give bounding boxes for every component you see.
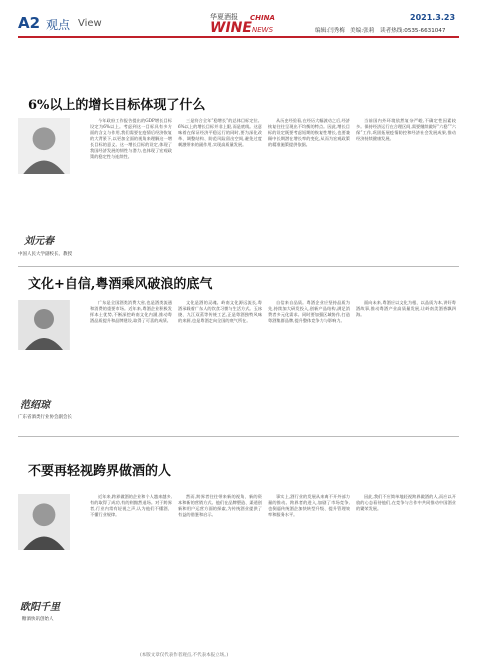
page-code: A2 — [18, 14, 41, 32]
author-photo — [18, 118, 70, 174]
brand-wine: WINE — [210, 20, 252, 36]
editor-credit: 编辑:闫秀梅 — [315, 28, 345, 34]
section-title-en: View — [78, 18, 102, 29]
article-column: 从历史经验看,在经历大幅波动之后,经济恢复往往呈现出不均衡的特点。因此,增长目标的设定既要考虑短期的恢复性增长,也要兼顾中长期潜在增长率的变化,从而为宏观政策的精准施策提供依据。 — [268, 118, 350, 147]
article-column: 文化是酒的灵魂。岭南文化源远流长,粤酒承载着广东人的饮食习惯与生活方式。玉冰烧、九江双蒸等传统工艺,正是粤酒独特风味的来源,也是粤酒走向全国的底气所在。 — [178, 300, 262, 323]
paper-name-cn: 华夏酒报 — [210, 13, 238, 21]
article-column: 面向未来,粤酒应以文化为根、以品质为本,讲好粤酒故事,推动粤酒产业高质量发展,让岭南美酒香飘四海。 — [356, 300, 456, 317]
article-column: 广东是全国酒类消费大省,也是酒类流通和消费的重要市场。近年来,粤酒企业积极发挥本土优势,不断深挖岭南文化内涵,推动粤酒品质提升和品牌建设,取得了可喜的成绩。 — [90, 300, 172, 323]
article-headline: 文化+自信,粤酒乘风破浪的底气 — [28, 277, 213, 292]
issue-date: 2021.3.23 — [410, 13, 456, 22]
article-headline: 不要再轻视跨界做酒的人 — [28, 464, 172, 479]
article-column: 今年政府工作报告提出的GDP增长目标设定为6%以上。考虑到这一目标具有多方面的含义与作用,我们需要在疫情后经济恢复的大背景下,以更加全面的视角来理解这一增长目标的意义。这一增长目标的设定,体现了我国经济发展的韧性与潜力,也体现了宏观政策的稳定性与连续性。 — [90, 118, 172, 159]
hotline-credit: 读者热线:0535-6631047 — [380, 28, 446, 34]
article-column: 因此,我们不应简单地轻视跨界做酒的人,而应以开放的心态看待他们,在竞争与合作中共同推动中国酒业的繁荣发展。 — [356, 494, 456, 511]
article-divider — [18, 266, 459, 267]
author-photo — [18, 494, 70, 550]
article-column: 当前国内外环境依然复杂严峻,不确定性因素较多。保持经济运行在合理区间,需要继续做好“六稳”“六保”工作,巩固拓展疫情防控和经济社会发展成果,推动经济持续健康发展。 — [356, 118, 456, 141]
article-headline: 6%以上的增长目标体现了什么 — [28, 98, 206, 113]
article-column: 然而,跨界者往往带来新的视角、新的资本和新的营销方式。他们在品牌塑造、渠道创新和用户运营方面的探索,为传统酒业提供了有益的借鉴和启示。 — [178, 494, 262, 517]
designer-credit: 美编:张莉 — [350, 28, 375, 34]
author-photo — [18, 300, 70, 350]
author-caption: 广东省酒类行业协会副会长 — [18, 415, 72, 420]
article-column: 自信来自品质。粤酒企业应坚持品质为先,持续加大研发投入,创新产品结构,满足消费者多元化需求。同时要加强区域协作,打造粤酒集群品牌,提升整体竞争力与影响力。 — [268, 300, 350, 323]
author-signature: 范绍琼 — [20, 400, 50, 411]
masthead — [0, 0, 477, 40]
article-column: 三是符合全年“稳增长”的总体目标定位。6%以上的增长目标并非上限,而是底线。这意味着在保证经济平稳运行的同时,要为深化改革、调整结构、防范风险留出空间,避免过度刺激带来的副作用,实现高质量发展。 — [178, 118, 262, 147]
section-title: 观点 — [46, 18, 71, 32]
author-signature: 欧阳千里 — [20, 602, 60, 613]
newspaper-logo — [210, 12, 300, 36]
article-column: 事实上,酒行业的发展从来离不开外部力量的推动。跨界者的进入,加剧了市场竞争,也倒逼传统酒企加快转型升级、提升管理效率和服务水平。 — [268, 494, 350, 517]
masthead-rule — [18, 36, 459, 38]
paper-name-en: CHINA — [250, 14, 275, 22]
article-column: 近年来,跨界做酒的企业和个人越来越多,有的取得了成功,有的则黯然退场。对于跨界者,行业内常有轻视之声,认为他们不懂酒、不懂行业规律。 — [90, 494, 172, 517]
author-caption: 中国人民大学副校长、教授 — [18, 252, 72, 257]
footnote: (本版文章仅代表作者观点,不代表本报立场。) — [140, 653, 229, 658]
brand-news: NEWS — [252, 26, 274, 34]
author-caption: 糖酒快讯创始人 — [22, 617, 54, 622]
article-divider — [18, 436, 459, 437]
author-signature: 刘元春 — [24, 236, 54, 247]
